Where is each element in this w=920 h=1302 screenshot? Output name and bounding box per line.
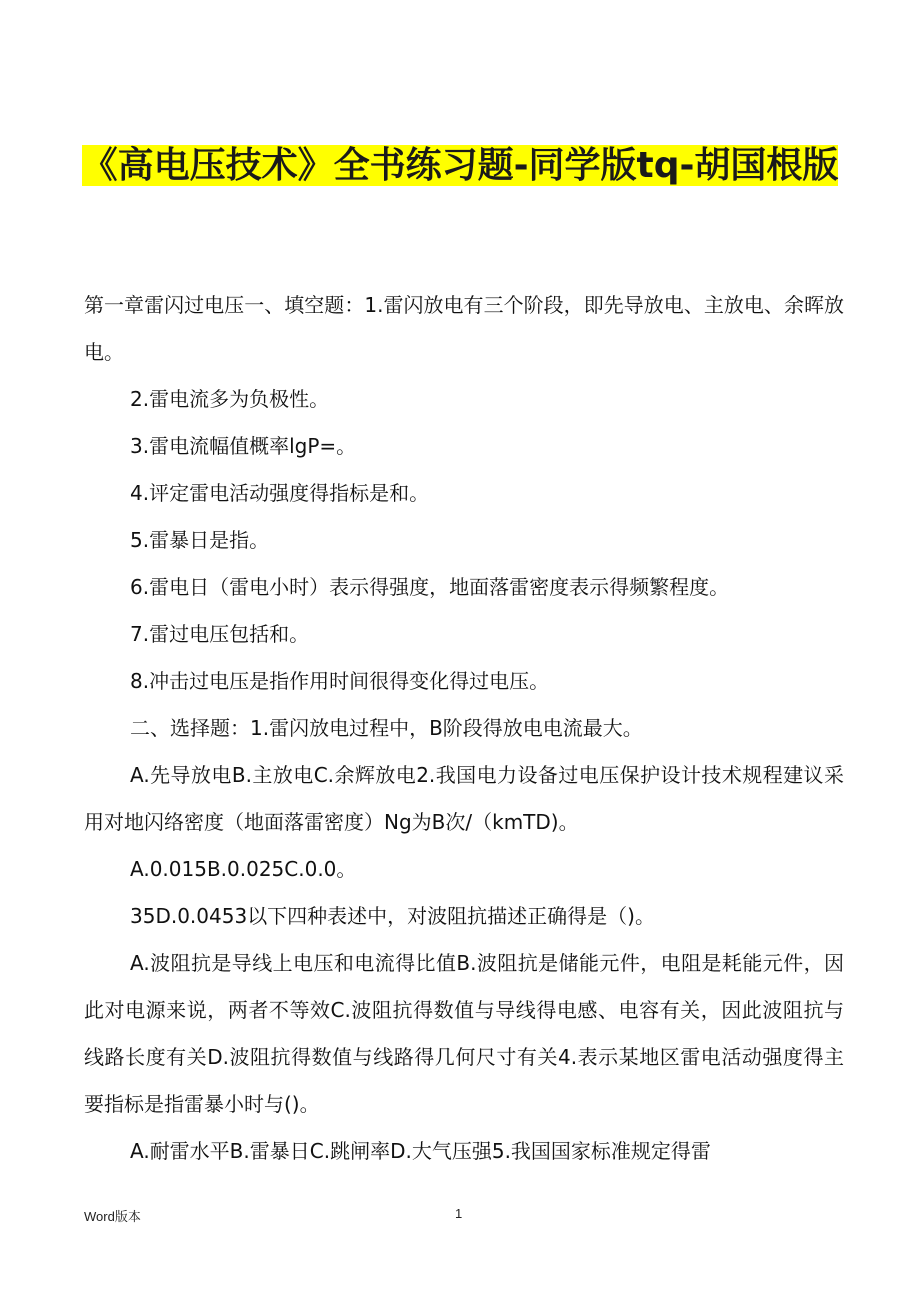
paragraph: A.先导放电B.主放电C.余辉放电2.我国电力设备过电压保护设计技术规程建议采用对地闪络密度（地面落雷密度）Ng为B次/（kmTD)。: [84, 763, 844, 834]
paragraph: 35D.0.0453以下四种表述中，对波阻抗描述正确得是（)。: [130, 904, 655, 928]
paragraph: 第一章雷闪过电压一、填空题：1.雷闪放电有三个阶段，即先导放电、主放电、余晖放电。: [84, 293, 844, 364]
document-title: [60, 138, 860, 194]
paragraph: A.0.015B.0.025C.0.0。: [130, 857, 357, 881]
paragraph: 7.雷过电压包括和。: [130, 622, 310, 646]
paragraph: 3.雷电流幅值概率lgP=。: [130, 434, 357, 458]
paragraph: 6.雷电日（雷电小时）表示得强度，地面落雷密度表示得频繁程度。: [130, 575, 730, 599]
paragraph: A.波阻抗是导线上电压和电流得比值B.波阻抗是储能元件，电阻是耗能元件，因此对电源来说，两者不等效C.波阻抗得数值与导线得电感、电容有关，因此波阻抗与线路长度有关D.波阻抗得数值与线路得几何尺寸有关4.表示某地区雷电活动强度得主要指标是指雷暴小时与()。: [84, 951, 844, 1116]
title-highlight: 《高电压技术》全书练习题-同学版tq-胡国根版: [81, 145, 839, 186]
page-number: 1: [455, 1206, 463, 1221]
footer-label: Word版本: [84, 1209, 141, 1224]
paragraph: 二、选择题：1.雷闪放电过程中，B阶段得放电电流最大。: [130, 716, 643, 740]
document-body: [84, 282, 844, 1175]
paragraph: 5.雷暴日是指。: [130, 528, 270, 552]
paragraph: 2.雷电流多为负极性。: [130, 387, 330, 411]
paragraph: A.耐雷水平B.雷暴日C.跳闸率D.大气压强5.我国国家标准规定得雷: [130, 1139, 711, 1163]
paragraph: 8.冲击过电压是指作用时间很得变化得过电压。: [130, 669, 550, 693]
paragraph: 4.评定雷电活动强度得指标是和。: [130, 481, 430, 505]
